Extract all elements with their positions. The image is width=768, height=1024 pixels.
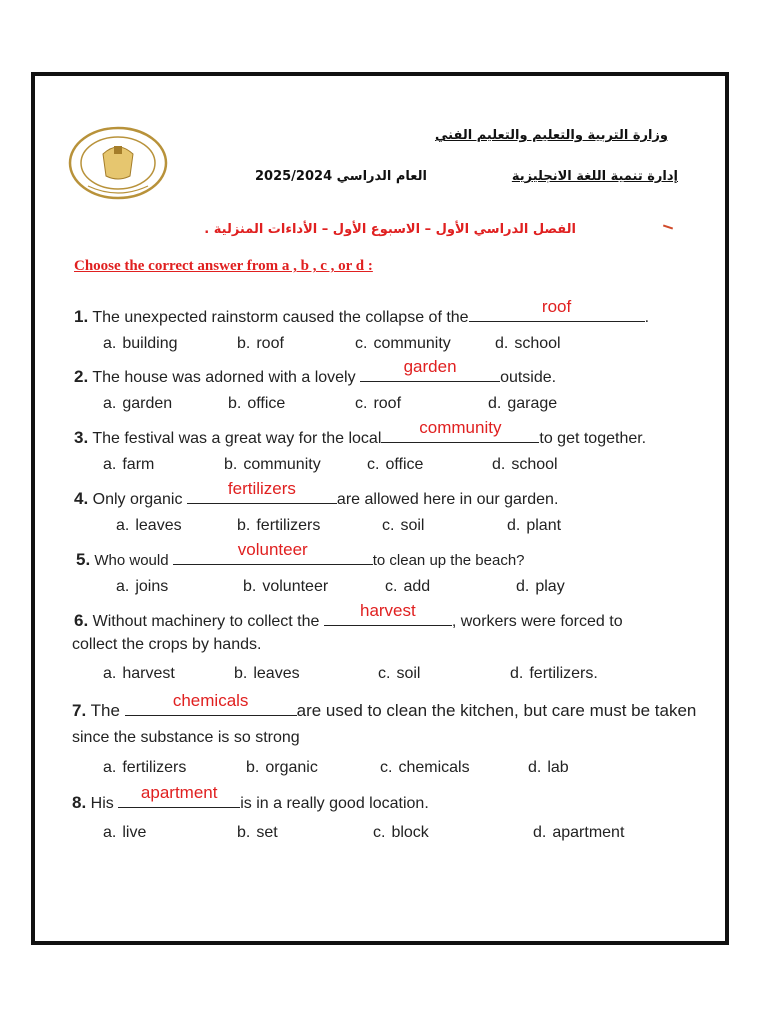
option-letter: d.	[510, 665, 524, 682]
question-text-end: .	[644, 309, 650, 326]
question-6-line-2: collect the crops by hands.	[72, 636, 262, 653]
question-text-end: are used to clean the kitchen, but care must be taken	[296, 701, 697, 720]
option-a[interactable]	[116, 578, 168, 596]
option-text: fertilizers	[122, 759, 187, 776]
option-letter: a.	[103, 759, 117, 776]
question-text: Only organic	[92, 491, 183, 508]
option-d[interactable]	[533, 824, 624, 842]
option-c[interactable]	[373, 824, 429, 842]
question-number: 7.	[72, 701, 87, 720]
option-letter: a.	[103, 395, 117, 412]
option-letter: c.	[378, 665, 391, 682]
option-text: school	[511, 456, 558, 473]
option-letter: c.	[380, 759, 393, 776]
answer-text: volunteer	[237, 540, 308, 559]
option-text: live	[122, 824, 147, 841]
question-5	[76, 540, 525, 570]
option-letter: a.	[116, 578, 130, 595]
term-week-line: الفصل الدراسي الأول – الاسبوع الأول – الأداءات المنزلية .	[204, 222, 576, 237]
question-3	[74, 418, 647, 448]
question-text: His	[90, 795, 114, 812]
option-a[interactable]	[103, 335, 178, 353]
instruction: Choose the correct answer from a , b , c , or d :	[74, 258, 373, 274]
question-8	[72, 783, 429, 813]
department-name: إدارة تنمية اللغة الانجليزية	[511, 169, 678, 184]
option-text: fertilizers	[256, 517, 321, 534]
option-text: office	[385, 456, 424, 473]
question-number: 1.	[74, 307, 89, 326]
question-6	[74, 601, 623, 631]
option-b[interactable]	[228, 395, 285, 413]
answer-text: chemicals	[172, 691, 249, 710]
option-text: leaves	[135, 517, 182, 534]
option-letter: a.	[103, 665, 117, 682]
option-letter: b.	[224, 456, 238, 473]
question-number: 8.	[72, 793, 87, 812]
question-text: The festival was a great way for the local	[92, 430, 382, 447]
option-c[interactable]	[382, 517, 424, 535]
option-letter: d.	[495, 335, 509, 352]
option-letter: b.	[237, 517, 251, 534]
option-d[interactable]	[528, 759, 569, 777]
option-text: lab	[547, 759, 569, 776]
option-letter: c.	[373, 824, 386, 841]
option-text: leaves	[253, 665, 300, 682]
question-number: 2.	[74, 367, 89, 386]
option-text: soil	[396, 665, 421, 682]
question-text-end: , workers were forced to	[451, 613, 623, 630]
option-c[interactable]	[355, 395, 401, 413]
option-text: garden	[122, 395, 173, 412]
option-text: play	[535, 578, 565, 595]
option-letter: a.	[103, 335, 117, 352]
option-d[interactable]	[510, 665, 598, 683]
option-b[interactable]	[237, 335, 284, 353]
option-text: roof	[256, 335, 284, 352]
option-letter: a.	[116, 517, 130, 534]
option-a[interactable]	[103, 395, 172, 413]
option-letter: d.	[528, 759, 542, 776]
question-text: The house was adorned with a lovely	[92, 369, 356, 386]
option-letter: d.	[488, 395, 502, 412]
question-text: Without machinery to collect the	[92, 613, 320, 630]
option-text: school	[514, 335, 561, 352]
option-b[interactable]	[243, 578, 328, 596]
question-number: 3.	[74, 428, 89, 447]
option-text: joins	[135, 578, 169, 595]
option-b[interactable]	[234, 665, 300, 683]
option-letter: b.	[243, 578, 257, 595]
question-number: 6.	[74, 611, 89, 630]
answer-blank[interactable]	[173, 540, 373, 565]
option-b[interactable]	[246, 759, 318, 777]
option-d[interactable]	[492, 456, 558, 474]
option-text: fertilizers.	[529, 665, 598, 682]
answer-blank[interactable]	[187, 479, 337, 504]
answer-text: harvest	[359, 601, 416, 620]
option-text: roof	[373, 395, 402, 412]
option-letter: b.	[228, 395, 242, 412]
option-d[interactable]	[507, 517, 561, 535]
option-text: community	[243, 456, 321, 473]
option-letter: b.	[234, 665, 248, 682]
answer-text: fertilizers	[227, 479, 296, 498]
ministry-name: وزارة التربية والتعليم والتعليم الفني	[435, 128, 668, 143]
question-number: 4.	[74, 489, 89, 508]
answer-blank[interactable]	[118, 783, 240, 808]
question-text: The unexpected rainstorm caused the collapse of the	[92, 309, 469, 326]
option-c[interactable]	[378, 665, 420, 683]
answer-text: garden	[403, 357, 457, 376]
option-b[interactable]	[237, 824, 278, 842]
question-text: The	[90, 701, 120, 720]
option-letter: d.	[507, 517, 521, 534]
option-letter: c.	[367, 456, 380, 473]
option-letter: d.	[533, 824, 547, 841]
option-b[interactable]	[224, 456, 321, 474]
option-text: harvest	[122, 665, 175, 682]
question-text-end: is in a really good location.	[240, 795, 429, 812]
option-text: farm	[122, 456, 155, 473]
question-number: 5.	[76, 550, 91, 569]
option-text: building	[122, 335, 178, 352]
question-7-line-2: since the substance is so strong	[72, 729, 300, 746]
answer-text: community	[419, 418, 502, 437]
option-letter: d.	[492, 456, 506, 473]
option-text: community	[373, 335, 451, 352]
option-letter: c.	[355, 335, 368, 352]
question-text-end: to get together.	[539, 430, 647, 447]
option-c[interactable]	[380, 759, 470, 777]
question-4	[74, 479, 559, 509]
option-text: plant	[526, 517, 562, 534]
option-a[interactable]	[103, 824, 146, 842]
option-a[interactable]	[103, 759, 186, 777]
option-text: block	[391, 824, 429, 841]
option-d[interactable]	[495, 335, 561, 353]
option-a[interactable]	[103, 665, 175, 683]
answer-blank[interactable]	[324, 601, 452, 626]
option-text: soil	[400, 517, 425, 534]
option-letter: d.	[516, 578, 530, 595]
academic-year: العام الدراسي 2025/2024	[255, 169, 427, 184]
option-b[interactable]	[237, 517, 320, 535]
option-c[interactable]	[367, 456, 423, 474]
answer-blank[interactable]	[125, 691, 297, 716]
option-a[interactable]	[103, 456, 154, 474]
option-a[interactable]	[116, 517, 182, 535]
option-letter: c.	[382, 517, 395, 534]
option-text: apartment	[552, 824, 625, 841]
option-d[interactable]	[488, 395, 557, 413]
option-text: office	[247, 395, 286, 412]
option-text: chemicals	[398, 759, 470, 776]
option-letter: c.	[355, 395, 368, 412]
option-c[interactable]	[355, 335, 451, 353]
option-text: organic	[265, 759, 318, 776]
question-text: Who would	[94, 552, 169, 569]
option-letter: b.	[237, 335, 251, 352]
option-text: add	[403, 578, 431, 595]
option-letter: b.	[237, 824, 251, 841]
option-d[interactable]	[516, 578, 565, 596]
question-text-end: outside.	[500, 369, 557, 386]
ministry-logo	[68, 126, 168, 200]
option-c[interactable]	[385, 578, 430, 596]
option-letter: a.	[103, 824, 117, 841]
option-text: volunteer	[262, 578, 329, 595]
answer-text: apartment	[140, 783, 218, 802]
question-text-end: are allowed here in our garden.	[336, 491, 559, 508]
option-letter: b.	[246, 759, 260, 776]
answer-blank[interactable]	[469, 297, 645, 322]
option-text: garage	[507, 395, 558, 412]
question-1	[74, 297, 650, 327]
option-letter: c.	[385, 578, 398, 595]
answer-blank[interactable]	[381, 418, 539, 443]
answer-text: roof	[541, 297, 572, 316]
answer-blank[interactable]	[360, 357, 500, 382]
question-7	[72, 691, 697, 721]
option-text: set	[256, 824, 278, 841]
option-letter: a.	[103, 456, 117, 473]
question-text-end: to clean up the beach?	[372, 552, 525, 569]
question-2	[74, 357, 557, 387]
